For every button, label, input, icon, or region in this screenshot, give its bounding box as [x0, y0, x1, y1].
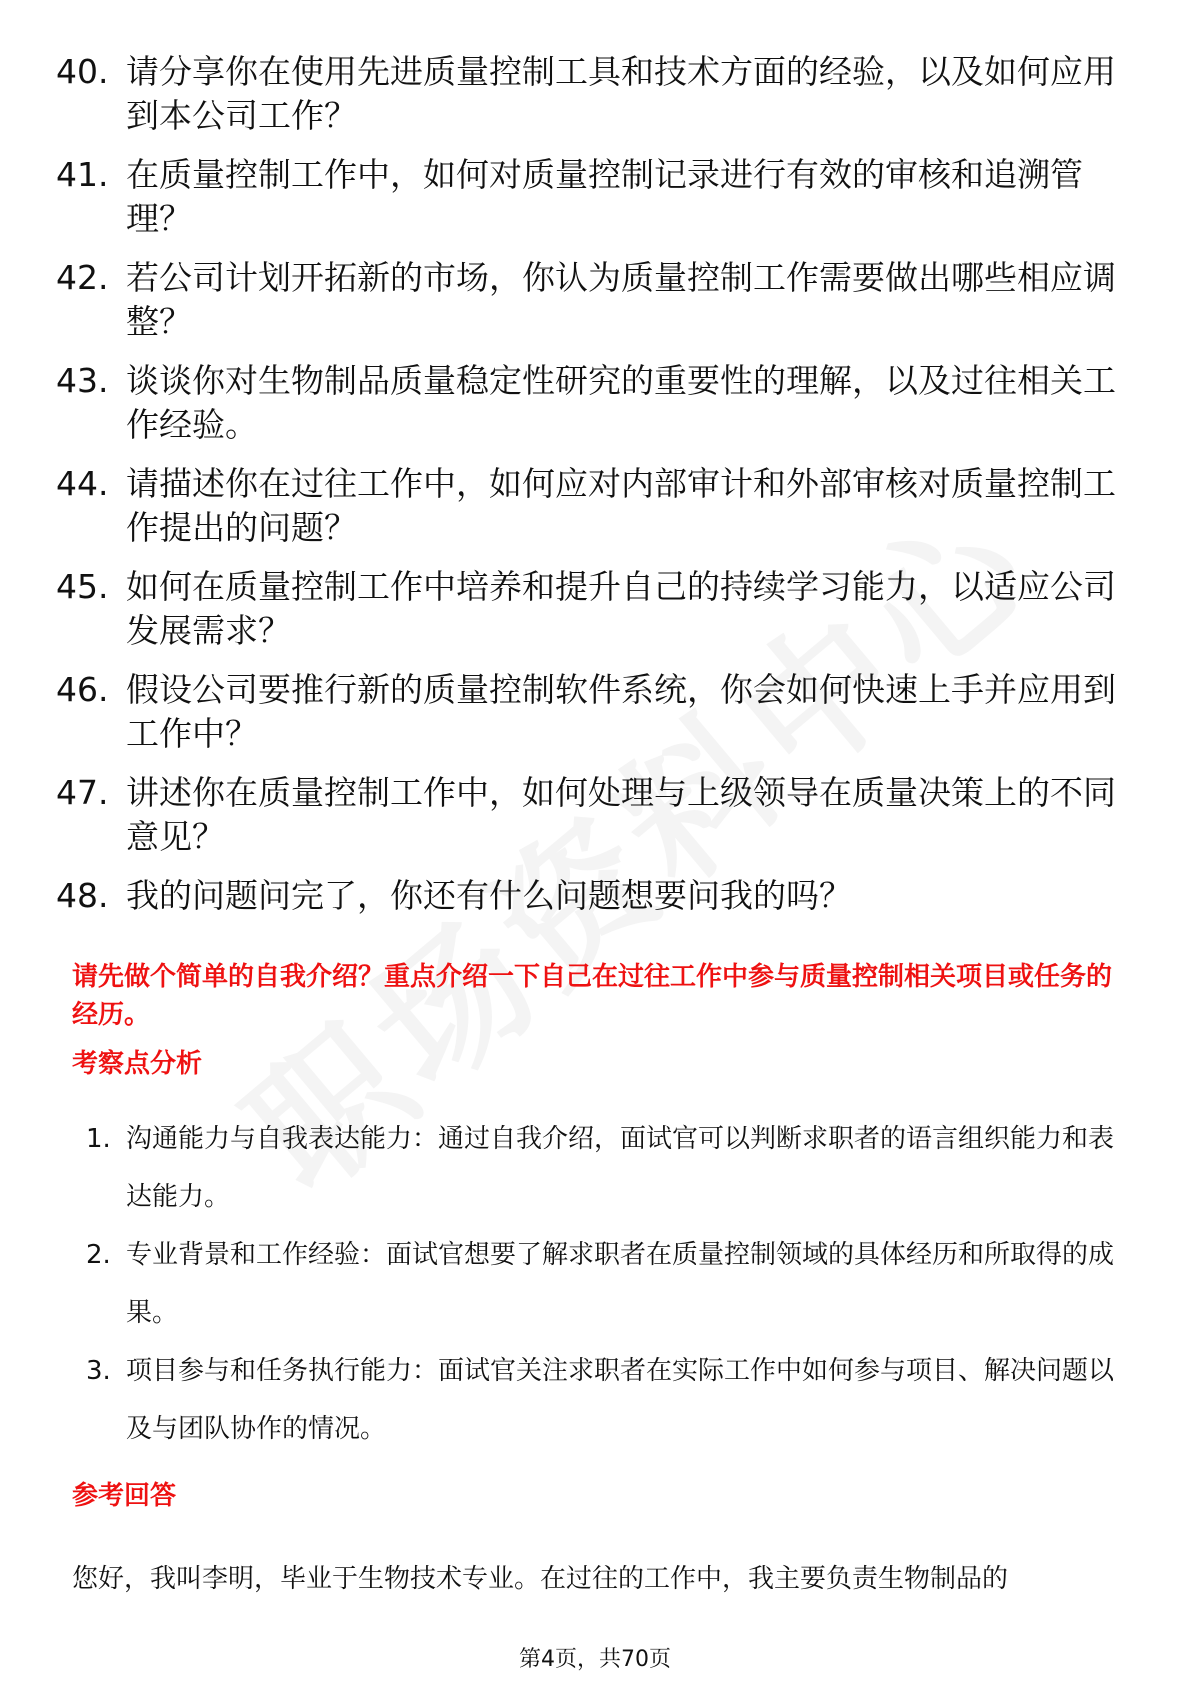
question-item: [56, 771, 1116, 859]
question-item: [56, 359, 1116, 447]
question-number: 47.: [56, 773, 109, 812]
question-number: 45.: [56, 567, 109, 606]
question-text: 请分享你在使用先进质量控制工具和技术方面的经验，以及如何应用到本公司工作？: [126, 52, 1116, 135]
question-item: [56, 50, 1116, 138]
question-number: 44.: [56, 464, 109, 503]
analysis-number: 2.: [86, 1240, 111, 1270]
question-number: 46.: [56, 670, 109, 709]
analysis-heading: 考察点分析: [72, 1049, 203, 1079]
question-item: [56, 462, 1116, 550]
analysis-number: 3.: [86, 1356, 111, 1386]
page-number: 第4页，共70页: [519, 1647, 671, 1672]
analysis-item: [86, 1226, 1116, 1342]
analysis-item: [86, 1110, 1116, 1226]
question-number: 41.: [56, 155, 109, 194]
analysis-text: 项目参与和任务执行能力：面试官关注求职者在实际工作中如何参与项目、解决问题以及与团队协作的情况。: [126, 1356, 1115, 1444]
analysis-list: [86, 1110, 1116, 1458]
reference-answer: 您好，我叫李明，毕业于生物技术专业。在过往的工作中，我主要负责生物制品的: [72, 1564, 1009, 1594]
analysis-text: 沟通能力与自我表达能力：通过自我介绍，面试官可以判断求职者的语言组织能力和表达能力。: [126, 1124, 1115, 1212]
featured-question: 请先做个简单的自我介绍？重点介绍一下自己在过往工作中参与质量控制相关项目或任务的经历。: [72, 962, 1113, 1030]
question-list: [56, 50, 1116, 933]
analysis-text: 专业背景和工作经验：面试官想要了解求职者在质量控制领域的具体经历和所取得的成果。: [126, 1240, 1115, 1328]
reference-heading: 参考回答: [72, 1481, 177, 1511]
question-text: 若公司计划开拓新的市场，你认为质量控制工作需要做出哪些相应调整？: [126, 258, 1116, 341]
question-number: 43.: [56, 361, 109, 400]
question-text: 谈谈你对生物制品质量稳定性研究的重要性的理解，以及过往相关工作经验。: [126, 361, 1116, 444]
question-number: 40.: [56, 52, 109, 91]
question-text: 我的问题问完了，你还有什么问题想要问我的吗？: [126, 876, 852, 915]
analysis-number: 1.: [86, 1124, 111, 1154]
question-text: 在质量控制工作中，如何对质量控制记录进行有效的审核和追溯管理？: [126, 155, 1083, 238]
question-item: [56, 874, 1116, 918]
question-text: 如何在质量控制工作中培养和提升自己的持续学习能力，以适应公司发展需求？: [126, 567, 1116, 650]
question-item: [56, 256, 1116, 344]
question-text: 请描述你在过往工作中，如何应对内部审计和外部审核对质量控制工作提出的问题？: [126, 464, 1116, 547]
question-number: 48.: [56, 876, 109, 915]
question-item: [56, 153, 1116, 241]
question-text: 假设公司要推行新的质量控制软件系统，你会如何快速上手并应用到工作中？: [126, 670, 1116, 753]
question-item: [56, 565, 1116, 653]
question-text: 讲述你在质量控制工作中，如何处理与上级领导在质量决策上的不同意见？: [126, 773, 1116, 856]
analysis-item: [86, 1342, 1116, 1458]
question-item: [56, 668, 1116, 756]
question-number: 42.: [56, 258, 109, 297]
